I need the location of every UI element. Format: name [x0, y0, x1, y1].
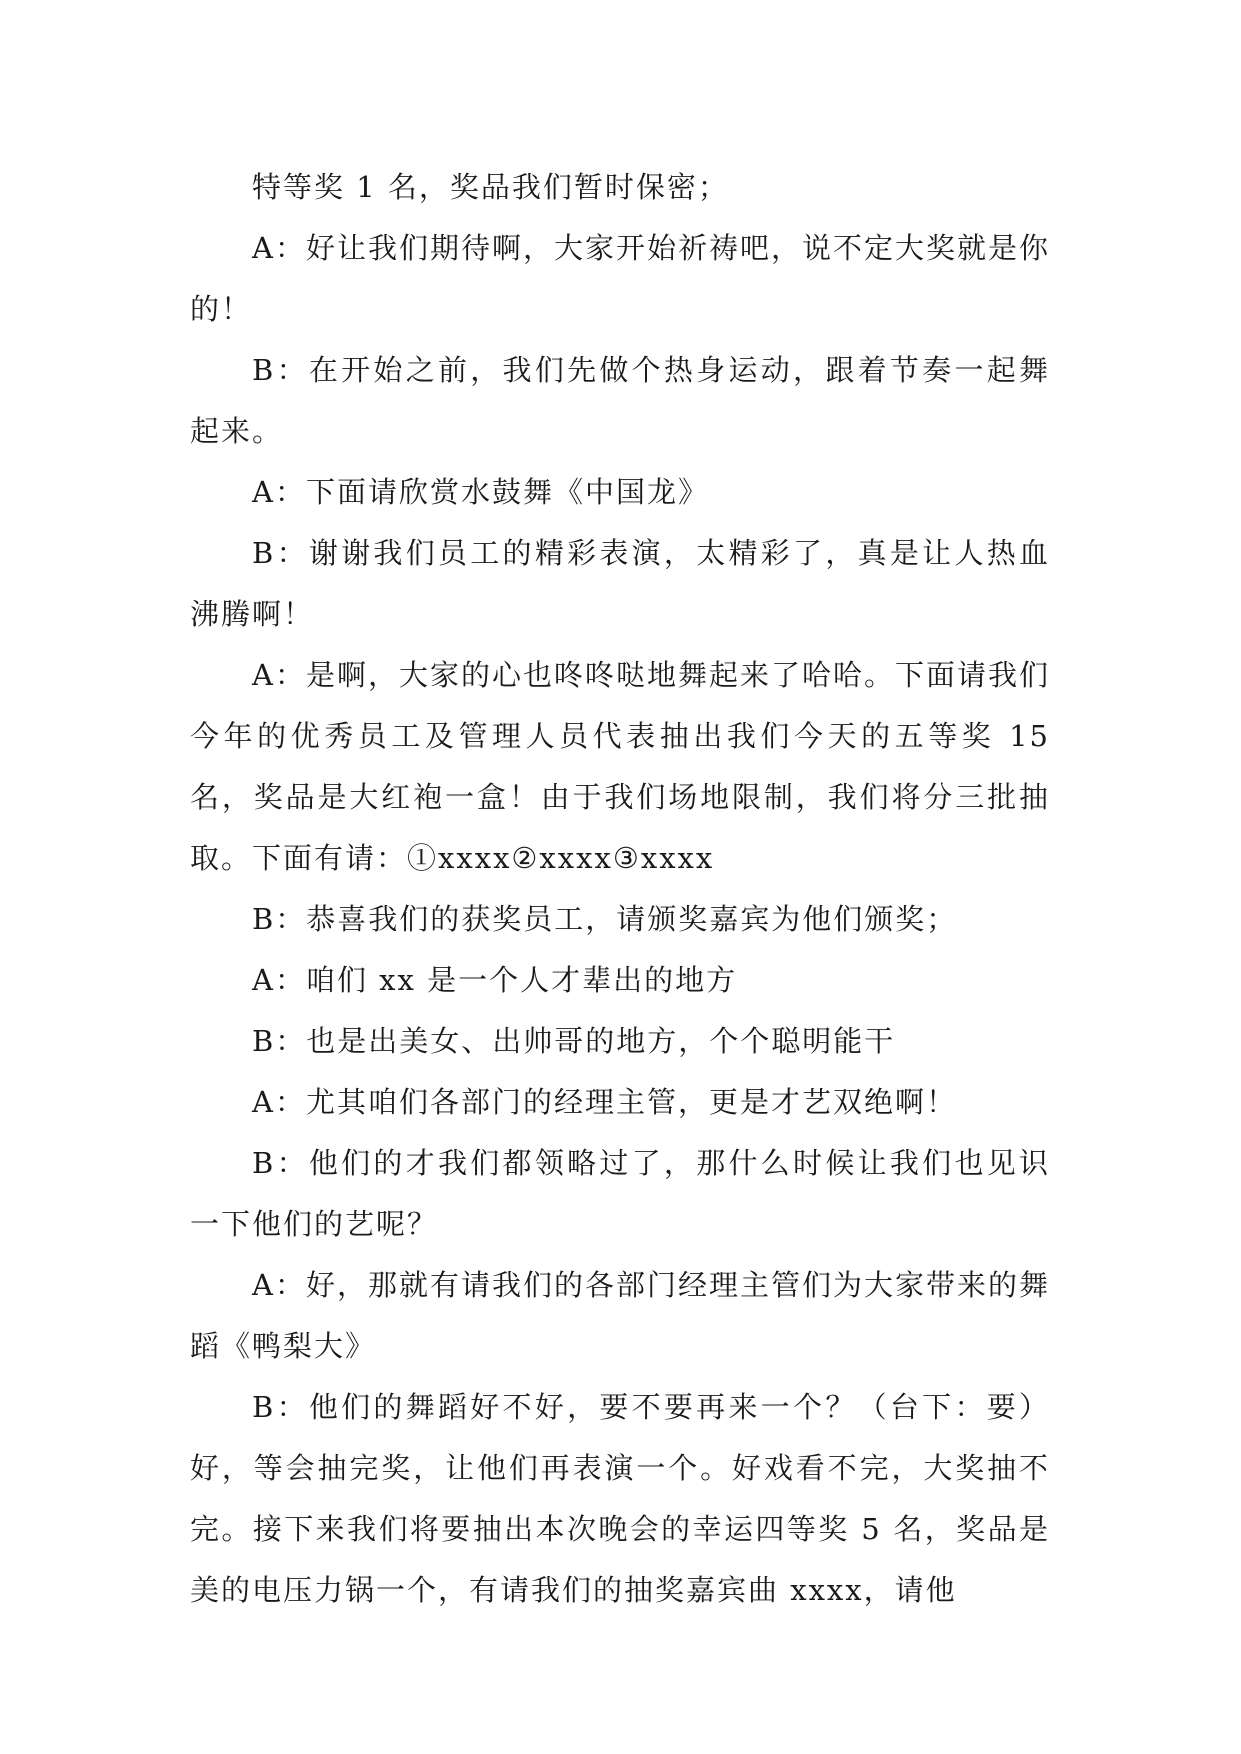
paragraph: B：他们的舞蹈好不好，要不要再来一个？（台下：要）好，等会抽完奖，让他们再表演一个。好戏看不完，大奖抽不完。接下来我们将要抽出本次晚会的幸运四等奖 5 名，奖品是美的电压力锅一个，有请我们的抽奖嘉宾曲 xxxx，请他 [190, 1390, 1050, 1607]
paragraph: A：尤其咱们各部门的经理主管，更是才艺双绝啊！ [252, 1085, 957, 1119]
paragraph: B：恭喜我们的获奖员工，请颁奖嘉宾为他们颁奖； [252, 902, 958, 936]
paragraph: A：下面请欣赏水鼓舞《中国龙》 [252, 475, 709, 509]
paragraph: A：咱们 xx 是一个人才辈出的地方 [252, 963, 738, 997]
paragraph: B：也是出美女、出帅哥的地方，个个聪明能干 [252, 1024, 896, 1058]
paragraph: B：他们的才我们都领略过了，那什么时候让我们也见识一下他们的艺呢？ [190, 1146, 1050, 1241]
paragraph: B：在开始之前，我们先做个热身运动，跟着节奏一起舞起来。 [190, 353, 1050, 448]
document-body [190, 157, 1050, 1621]
paragraph: A：好，那就有请我们的各部门经理主管们为大家带来的舞蹈《鸭梨大》 [190, 1268, 1050, 1363]
paragraph: 特等奖 1 名，奖品我们暂时保密； [252, 170, 729, 204]
paragraph: A：是啊，大家的心也咚咚哒地舞起来了哈哈。下面请我们今年的优秀员工及管理人员代表抽出我们今天的五等奖 15 名，奖品是大红袍一盒！由于我们场地限制，我们将分三批抽取。下面有请：①xxxx②xxxx③xxxx [190, 658, 1050, 875]
paragraph: A：好让我们期待啊，大家开始祈祷吧，说不定大奖就是你的！ [190, 231, 1050, 326]
paragraph: B：谢谢我们员工的精彩表演，太精彩了，真是让人热血沸腾啊！ [190, 536, 1050, 631]
